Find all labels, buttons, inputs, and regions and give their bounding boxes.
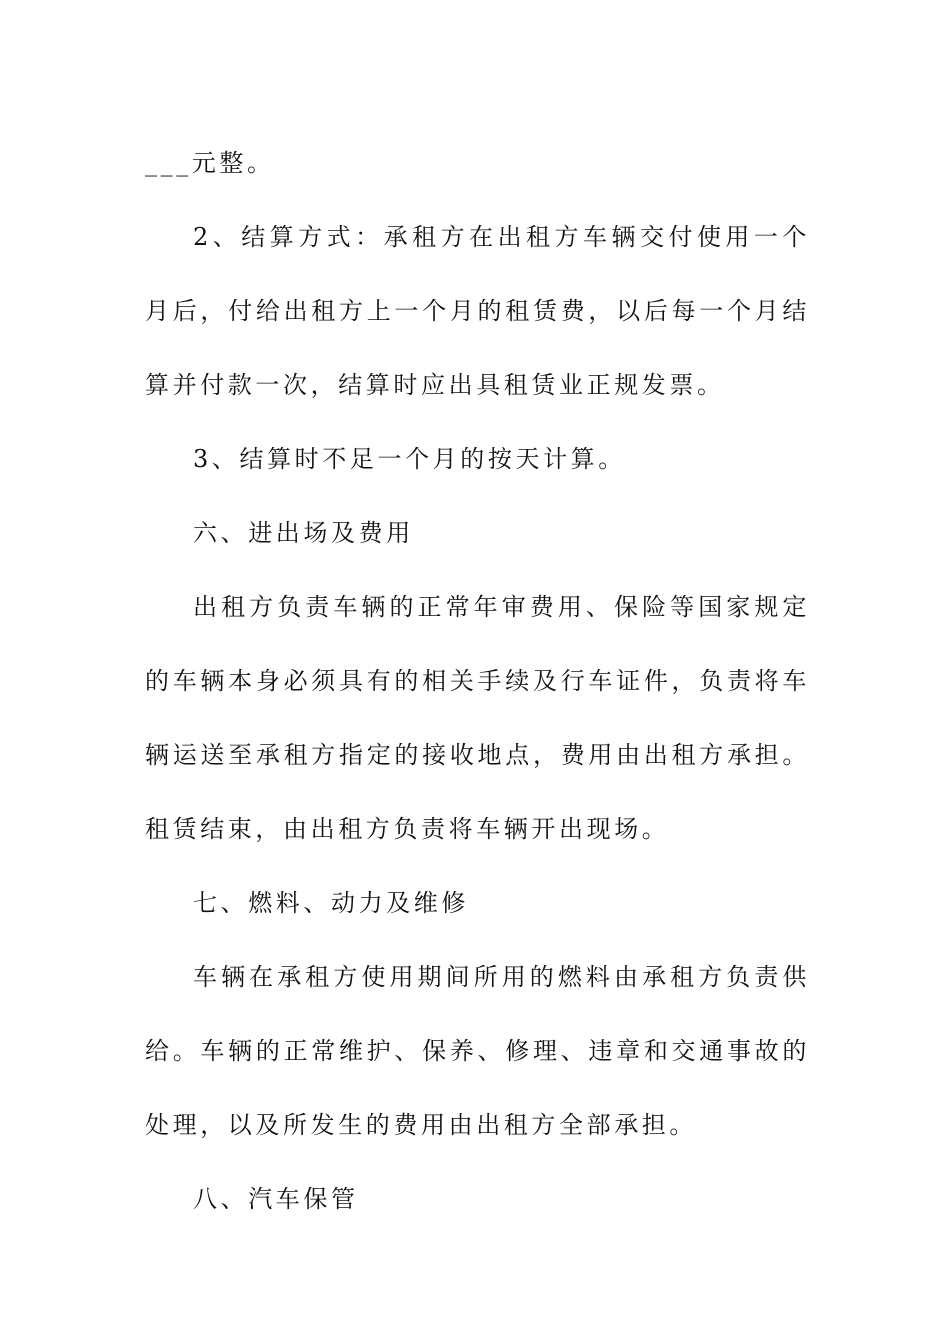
paragraph-total-amount: ___元整。 (145, 149, 275, 177)
paragraph-partial-month: 3、结算时不足一个月的按天计算。 (193, 445, 626, 473)
paragraph-entry-exit-costs: 出租方负责车辆的正常年审费用、保险等国家规定的车辆本身必须具有的相关手续及行车证件，负责将车辆运送至承租方指定的接收地点，费用由出租方承担。租赁结束，由出租方负责将车辆开出现场。 (145, 593, 810, 843)
paragraph-fuel-maintenance: 车辆在承租方使用期间所用的燃料由承租方负责供给。车辆的正常维护、保养、修理、违章和交通事故的处理，以及所发生的费用由出租方全部承担。 (145, 963, 810, 1139)
section-heading-vehicle-custody: 八、汽车保管 (193, 1185, 359, 1213)
section-heading-fuel-maintenance: 七、燃料、动力及维修 (193, 889, 469, 917)
document-body (145, 126, 810, 1236)
section-heading-entry-exit: 六、进出场及费用 (193, 519, 414, 547)
paragraph-settlement-method: 2、结算方式：承租方在出租方车辆交付使用一个月后，付给出租方上一个月的租赁费，以后每一个月结算并付款一次，结算时应出具租赁业正规发票。 (145, 223, 810, 399)
